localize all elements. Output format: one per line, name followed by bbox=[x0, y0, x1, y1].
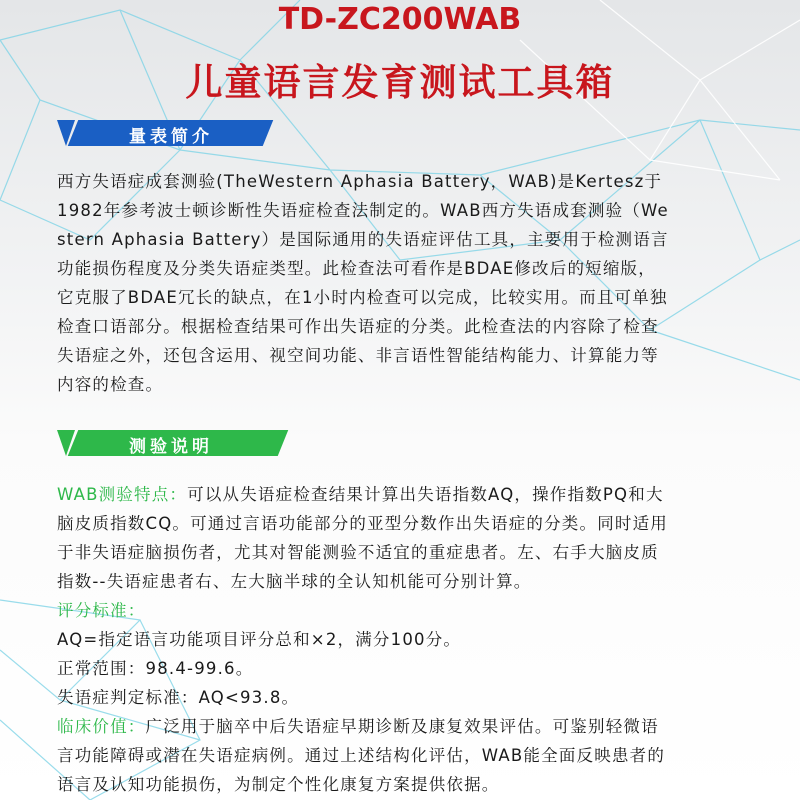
text-line: 语言及认知功能损伤，为制定个性化康复方案提供依据。 bbox=[57, 775, 500, 794]
product-model: TD-ZC200WAB bbox=[278, 2, 522, 37]
text-span: 可以从失语症检查结果计算出失语指数AQ，操作指数PQ和大 bbox=[187, 485, 664, 504]
text-line: 正常范围：98.4-99.6。 bbox=[57, 659, 254, 678]
intro-paragraph bbox=[57, 167, 787, 399]
text-line bbox=[57, 712, 787, 741]
text-line: 功能损伤程度及分类失语症类型。此检查法可看作是BDAE修改后的短缩版， bbox=[57, 259, 656, 278]
text-line: stern Aphasia Battery）是国际通用的失语症评估工具，主要用于检测语言 bbox=[57, 230, 669, 249]
text-line: 内容的检查。 bbox=[57, 375, 164, 394]
text-line: 1982年参考波士顿诊断性失语症检查法制定的。WAB西方失语成套测验（We bbox=[57, 201, 669, 220]
text-line: 西方失语症成套测验(TheWestern Aphasia Battery，WAB)是Kertesz于 bbox=[57, 172, 663, 191]
instructions-paragraph bbox=[57, 480, 787, 799]
text-line: 于非失语症脑损伤者，尤其对智能测验不适宜的重症患者。左、右手大脑皮质 bbox=[57, 543, 659, 562]
clinical-label: 临床价值： bbox=[57, 717, 146, 736]
text-line: 脑皮质指数CQ。可通过言语功能部分的亚型分数作出失语症的分类。同时适用 bbox=[57, 514, 669, 533]
text-line: 失语症判定标准：AQ<93.8。 bbox=[57, 688, 300, 707]
text-line: 指数--失语症患者右、左大脑半球的全认知机能可分别计算。 bbox=[57, 572, 532, 591]
section-banner-instructions bbox=[57, 430, 287, 456]
text-line: 它克服了BDAE冗长的缺点，在1小时内检查可以完成，比较实用。而且可单独 bbox=[57, 288, 668, 307]
text-line: AQ=指定语言功能项目评分总和×2，满分100分。 bbox=[57, 630, 462, 649]
section-heading: 量表简介 bbox=[129, 127, 213, 147]
text-line: 言功能障碍或潜在失语症病例。通过上述结构化评估，WAB能全面反映患者的 bbox=[57, 746, 666, 765]
features-label: WAB测验特点： bbox=[57, 485, 188, 504]
text-line: 失语症之外，还包含运用、视空间功能、非言语性智能结构能力、计算能力等 bbox=[57, 346, 659, 365]
scoring-label: 评分标准： bbox=[57, 601, 146, 620]
text-line bbox=[57, 480, 787, 509]
text-span: 广泛用于脑卒中后失语症早期诊断及康复效果评估。可鉴别轻微语 bbox=[145, 717, 659, 736]
section-heading: 测验说明 bbox=[129, 437, 213, 457]
page-title: 儿童语言发育测试工具箱 bbox=[185, 61, 615, 104]
text-line: 检查口语部分。根据检查结果可作出失语症的分类。此检查法的内容除了检查 bbox=[57, 317, 659, 336]
section-banner-intro bbox=[57, 120, 272, 146]
